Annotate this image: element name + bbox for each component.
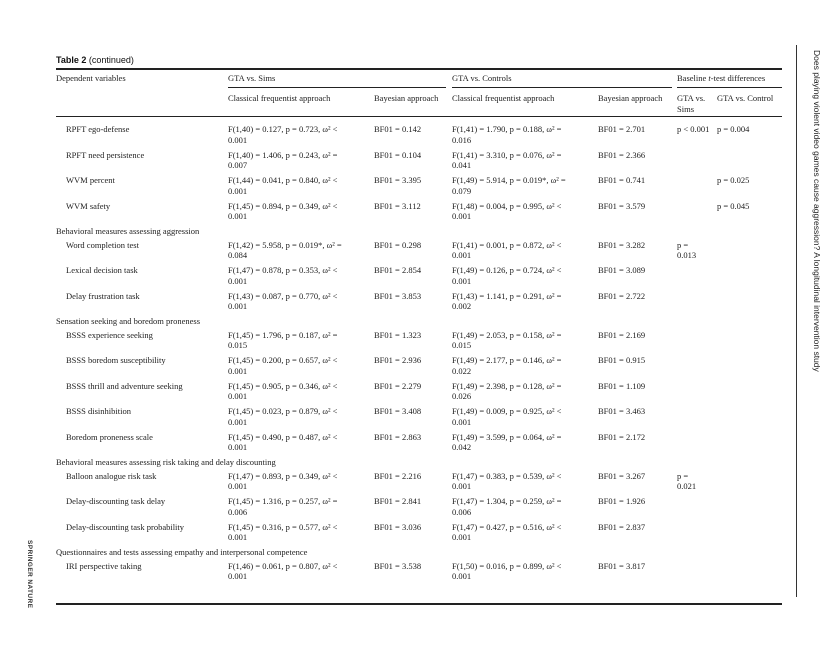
row-controls-frequentist-cont: 0.001 <box>452 250 472 260</box>
row-variable: WVM percent <box>66 175 115 185</box>
row-controls-bayes: BF01 = 3.267 <box>598 470 646 481</box>
row-controls-bayes: BF01 = 3.282 <box>598 239 646 250</box>
row-sims-frequentist: F(1,45) = 0.490, p = 0.487, ω² < <box>228 431 338 442</box>
row-sims-bayes: BF01 = 2.863 <box>374 431 422 442</box>
row-controls-frequentist-cont: 0.002 <box>452 301 472 311</box>
row-sims-frequentist: F(1,40) = 1.406, p = 0.243, ω² = <box>228 149 338 160</box>
sims-group-rule <box>228 87 446 88</box>
row-controls-frequentist: F(1,47) = 0.383, p = 0.539, ω² < <box>452 470 562 481</box>
row-sims-bayes: BF01 = 1.323 <box>374 329 422 340</box>
header-gta-vs-control-col: GTA vs. Control <box>717 93 774 103</box>
controls-group-rule <box>452 87 672 88</box>
row-variable: BSSS boredom susceptibility <box>66 355 166 365</box>
section-heading: Questionnaires and tests assessing empathy and interpersonal competence <box>56 547 308 557</box>
section-heading: Behavioral measures assessing risk taking and delay discounting <box>56 457 276 467</box>
row-controls-frequentist-cont: 0.001 <box>452 275 472 286</box>
row-variable: Lexical decision task <box>66 265 138 275</box>
row-sims-frequentist: F(1,45) = 0.905, p = 0.346, ω² < <box>228 380 338 391</box>
row-sims-bayes: BF01 = 3.408 <box>374 406 422 416</box>
row-sims-frequentist-cont: 0.007 <box>228 160 248 170</box>
row-controls-bayes: BF01 = 0.915 <box>598 355 646 365</box>
row-sims-bayes: BF01 = 2.841 <box>374 496 422 506</box>
row-sims-frequentist: F(1,47) = 0.878, p = 0.353, ω² < <box>228 265 338 275</box>
row-ttest-gta-control: p = 0.045 <box>717 200 750 211</box>
row-sims-bayes: BF01 = 0.104 <box>374 149 422 160</box>
row-controls-frequentist-cont: 0.016 <box>452 134 472 145</box>
springer-nature-logo: SPRINGER NATURE <box>26 540 33 609</box>
row-sims-frequentist: F(1,42) = 5.958, p = 0.019*, ω² = <box>228 239 342 250</box>
row-controls-bayes: BF01 = 2.837 <box>598 521 646 532</box>
row-sims-bayes: BF01 = 3.112 <box>374 200 421 211</box>
row-sims-frequentist-cont: 0.001 <box>228 481 248 491</box>
row-controls-frequentist: F(1,41) = 0.001, p = 0.872, ω² < <box>452 239 562 250</box>
row-variable: RPFT ego-defense <box>66 124 130 134</box>
section-heading: Sensation seeking and boredom proneness <box>56 316 200 326</box>
row-variable: BSSS experience seeking <box>66 329 153 340</box>
row-variable: Delay-discounting task probability <box>66 521 185 532</box>
header-classical-sims: Classical frequentist approach <box>228 93 331 103</box>
row-variable: Boredom proneness scale <box>66 431 153 442</box>
row-ttest-gta-control: p = 0.004 <box>717 124 750 134</box>
row-variable: Delay-discounting task delay <box>66 496 166 506</box>
section-heading: Behavioral measures assessing aggression <box>56 226 200 236</box>
header-dependent-variables: Dependent variables <box>56 73 126 83</box>
row-variable: BSSS disinhibition <box>66 406 131 416</box>
table-continued: (continued) <box>86 55 134 65</box>
row-controls-bayes: BF01 = 2.722 <box>598 290 646 301</box>
row-controls-frequentist-cont: 0.001 <box>452 416 472 427</box>
row-sims-bayes: BF01 = 3.538 <box>374 560 422 571</box>
row-controls-frequentist-cont: 0.042 <box>452 442 472 452</box>
row-controls-bayes: BF01 = 1.926 <box>598 496 646 506</box>
row-controls-frequentist-cont: 0.001 <box>452 211 472 221</box>
row-controls-bayes: BF01 = 2.172 <box>598 431 646 442</box>
row-sims-frequentist: F(1,45) = 0.200, p = 0.657, ω² < <box>228 355 338 365</box>
row-sims-frequentist-cont: 0.001 <box>228 365 248 376</box>
row-sims-frequentist-cont: 0.001 <box>228 211 248 221</box>
row-variable: Balloon analogue risk task <box>66 470 157 481</box>
row-controls-bayes: BF01 = 0.741 <box>598 175 646 185</box>
row-sims-frequentist: F(1,45) = 1.316, p = 0.257, ω² = <box>228 496 338 506</box>
row-sims-frequentist-cont: 0.015 <box>228 340 248 350</box>
row-controls-bayes: BF01 = 1.109 <box>598 380 646 391</box>
row-controls-frequentist-cont: 0.015 <box>452 340 472 350</box>
row-controls-frequentist: F(1,47) = 1.304, p = 0.259, ω² = <box>452 496 562 506</box>
bottom-rule <box>56 603 782 605</box>
row-controls-frequentist-cont: 0.006 <box>452 506 472 517</box>
row-controls-frequentist-cont: 0.022 <box>452 365 472 376</box>
row-controls-bayes: BF01 = 3.579 <box>598 200 646 211</box>
header-gta-vs-controls: GTA vs. Controls <box>452 73 512 83</box>
header-classical-controls: Classical frequentist approach <box>452 93 555 103</box>
row-sims-bayes: BF01 = 3.395 <box>374 175 422 185</box>
row-controls-frequentist: F(1,48) = 0.004, p = 0.995, ω² < <box>452 200 562 211</box>
row-sims-frequentist-cont: 0.001 <box>228 275 248 286</box>
row-sims-frequentist: F(1,40) = 0.127, p = 0.723, ω² < <box>228 124 338 134</box>
row-ttest-gta-sims: p = <box>677 239 689 250</box>
row-sims-bayes: BF01 = 2.216 <box>374 470 422 481</box>
header-baseline: Baseline t-test differences <box>677 73 766 83</box>
row-sims-frequentist-cont: 0.006 <box>228 506 248 517</box>
row-variable: Word completion test <box>66 239 139 250</box>
row-variable: RPFT need persistence <box>66 149 145 160</box>
header-bayesian-sims: Bayesian approach <box>374 93 439 103</box>
row-controls-bayes: BF01 = 2.366 <box>598 149 646 160</box>
row-controls-bayes: BF01 = 3.463 <box>598 406 646 416</box>
row-controls-frequentist: F(1,47) = 0.427, p = 0.516, ω² < <box>452 521 562 532</box>
row-ttest-gta-sims: p = <box>677 470 689 481</box>
row-sims-bayes: BF01 = 0.298 <box>374 239 422 250</box>
row-sims-bayes: BF01 = 2.854 <box>374 265 422 275</box>
row-controls-bayes: BF01 = 2.701 <box>598 124 646 134</box>
header-gta-vs-sims-line2: Sims <box>677 103 695 114</box>
row-sims-frequentist: F(1,43) = 0.087, p = 0.770, ω² < <box>228 290 338 301</box>
row-variable: Delay frustration task <box>66 290 140 301</box>
row-controls-frequentist-cont: 0.001 <box>452 571 472 581</box>
row-controls-frequentist: F(1,50) = 0.016, p = 0.899, ω² < <box>452 560 562 571</box>
row-controls-bayes: BF01 = 2.169 <box>598 329 646 340</box>
row-sims-frequentist: F(1,45) = 0.316, p = 0.577, ω² < <box>228 521 338 532</box>
header-bayesian-controls: Bayesian approach <box>598 93 663 103</box>
row-controls-frequentist-cont: 0.079 <box>452 185 472 196</box>
row-sims-frequentist: F(1,47) = 0.893, p = 0.349, ω² < <box>228 470 338 481</box>
row-controls-bayes: BF01 = 3.089 <box>598 265 646 275</box>
row-sims-bayes: BF01 = 2.279 <box>374 380 422 391</box>
row-sims-frequentist-cont: 0.001 <box>228 416 248 427</box>
row-sims-bayes: BF01 = 3.853 <box>374 290 422 301</box>
row-controls-frequentist: F(1,41) = 1.790, p = 0.188, ω² = <box>452 124 562 134</box>
row-controls-frequentist: F(1,49) = 2.053, p = 0.158, ω² = <box>452 329 562 340</box>
baseline-group-rule <box>677 87 782 88</box>
row-controls-frequentist: F(1,43) = 1.141, p = 0.291, ω² = <box>452 290 562 301</box>
row-controls-frequentist: F(1,49) = 0.009, p = 0.925, ω² < <box>452 406 562 416</box>
row-variable: IRI perspective taking <box>66 560 142 571</box>
row-sims-bayes: BF01 = 2.936 <box>374 355 422 365</box>
row-controls-frequentist: F(1,49) = 3.599, p = 0.064, ω² = <box>452 431 562 442</box>
margin-rule <box>796 45 797 597</box>
row-sims-frequentist: F(1,44) = 0.041, p = 0.840, ω² < <box>228 175 338 185</box>
row-sims-frequentist-cont: 0.001 <box>228 134 248 145</box>
row-ttest-gta-sims-cont: 0.013 <box>677 250 697 260</box>
header-gta-vs-sims-col <box>677 93 705 114</box>
row-sims-frequentist: F(1,45) = 0.894, p = 0.349, ω² < <box>228 200 338 211</box>
header-gta-vs-sims-line1: GTA vs. <box>677 93 706 103</box>
table-label: Table 2 <box>56 55 87 65</box>
row-ttest-gta-sims-cont: 0.021 <box>677 481 697 491</box>
row-controls-frequentist-cont: 0.001 <box>452 481 472 491</box>
row-sims-bayes: BF01 = 3.036 <box>374 521 422 532</box>
row-variable: BSSS thrill and adventure seeking <box>66 380 183 391</box>
row-controls-frequentist: F(1,49) = 5.914, p = 0.019*, ω² = <box>452 175 566 185</box>
row-controls-bayes: BF01 = 3.817 <box>598 560 646 571</box>
row-controls-frequentist: F(1,49) = 2.398, p = 0.128, ω² = <box>452 380 562 391</box>
row-sims-frequentist-cont: 0.001 <box>228 185 248 196</box>
row-variable: WVM safety <box>66 200 111 211</box>
row-ttest-gta-sims: p < 0.001 <box>677 124 710 134</box>
row-sims-frequentist-cont: 0.001 <box>228 391 248 401</box>
row-sims-frequentist-cont: 0.001 <box>228 571 248 581</box>
row-controls-frequentist: F(1,49) = 0.126, p = 0.724, ω² < <box>452 265 562 275</box>
header-gta-vs-sims: GTA vs. Sims <box>228 73 276 83</box>
row-sims-frequentist-cont: 0.001 <box>228 442 248 452</box>
table-title <box>56 55 134 65</box>
row-sims-frequentist-cont: 0.001 <box>228 301 248 311</box>
running-title: Does playing violent video games cause aggression? A longitudinal intervention study <box>812 50 822 372</box>
row-sims-frequentist: F(1,45) = 0.023, p = 0.879, ω² < <box>228 406 338 416</box>
top-rule <box>56 68 782 70</box>
row-controls-frequentist: F(1,49) = 2.177, p = 0.146, ω² = <box>452 355 562 365</box>
row-sims-frequentist: F(1,45) = 1.796, p = 0.187, ω² = <box>228 329 338 340</box>
row-sims-frequentist-cont: 0.084 <box>228 250 248 260</box>
row-controls-frequentist: F(1,41) = 3.310, p = 0.076, ω² = <box>452 149 562 160</box>
row-sims-frequentist: F(1,46) = 0.061, p = 0.807, ω² < <box>228 560 338 571</box>
row-controls-frequentist-cont: 0.041 <box>452 160 472 170</box>
header-bottom-rule <box>56 116 782 117</box>
row-sims-bayes: BF01 = 0.142 <box>374 124 422 134</box>
row-controls-frequentist-cont: 0.001 <box>452 532 472 542</box>
row-ttest-gta-control: p = 0.025 <box>717 175 750 185</box>
row-controls-frequentist-cont: 0.026 <box>452 391 472 401</box>
row-sims-frequentist-cont: 0.001 <box>228 532 248 542</box>
